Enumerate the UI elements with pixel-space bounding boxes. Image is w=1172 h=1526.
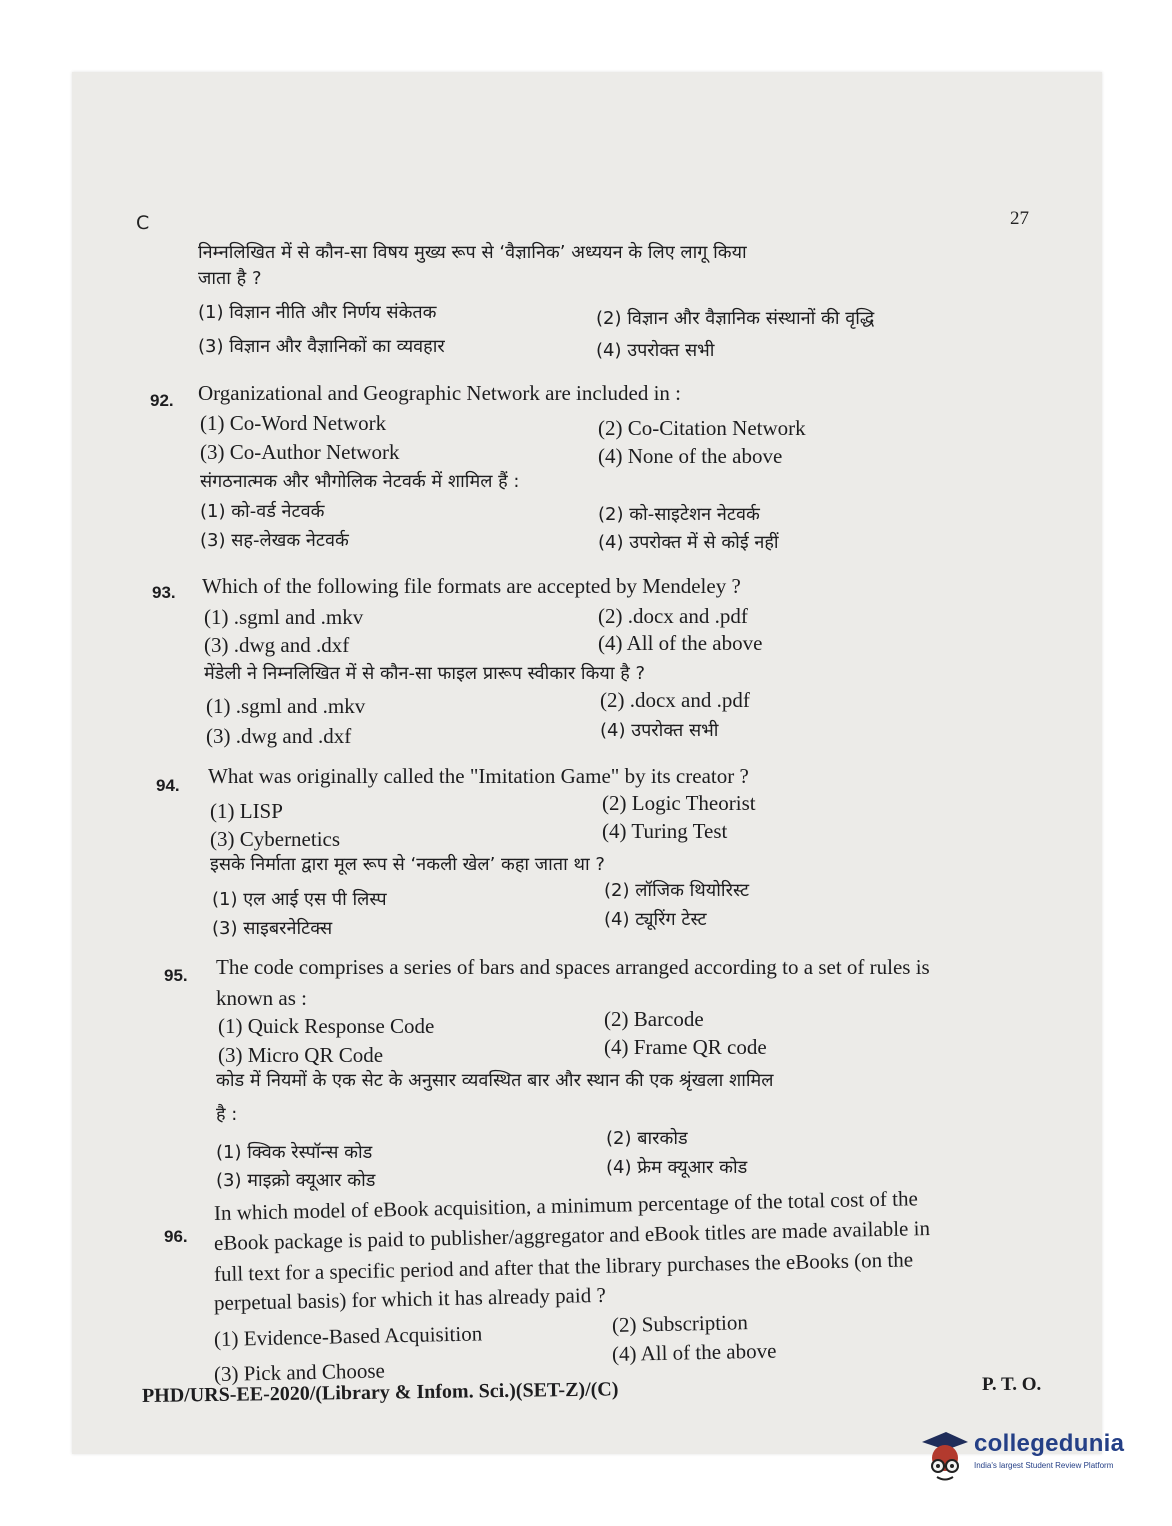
option: (2) को-साइटेशन नेटवर्क — [598, 504, 760, 525]
brand-name: collegedunia — [974, 1430, 1125, 1457]
option: (3) .dwg and .dxf — [206, 724, 352, 748]
student-mascot-icon — [918, 1428, 972, 1484]
option: (1) Evidence-Based Acquisition — [213, 1321, 483, 1351]
option: (3) सह-लेखक नेटवर्क — [200, 530, 349, 551]
option: (1) Quick Response Code — [218, 1014, 435, 1038]
option: (4) All of the above — [611, 1338, 777, 1366]
option: (4) Frame QR code — [604, 1035, 767, 1059]
option: (3) .dwg and .dxf — [204, 633, 350, 657]
question-text: The code comprises a series of bars and spaces arranged according to a set of rules is — [216, 955, 930, 979]
option: (1) विज्ञान नीति और निर्णय संकेतक — [198, 302, 437, 323]
intro-question-line: निम्नलिखित में से कौन-सा विषय मुख्य रूप से ‘वैज्ञानिक’ अध्ययन के लिए लागू किया — [198, 242, 747, 263]
option: (3) Cybernetics — [210, 827, 341, 851]
option: (4) उपरोक्त में से कोई नहीं — [598, 532, 779, 553]
option: (1) को-वर्ड नेटवर्क — [200, 501, 325, 522]
option: (3) माइक्रो क्यूआर कोड — [216, 1170, 376, 1191]
question-text: perpetual basis) for which it has already paid ? — [213, 1282, 607, 1315]
option: (2) Co-Citation Network — [598, 416, 806, 440]
option: (1) क्विक रेस्पॉन्स कोड — [216, 1142, 373, 1163]
question-text: Which of the following file formats are accepted by Mendeley ? — [202, 574, 741, 598]
option: (2) बारकोड — [606, 1128, 688, 1149]
option: (4) उपरोक्त सभी — [600, 720, 719, 741]
option: (3) साइबरनेटिक्स — [212, 918, 333, 939]
option: (2) विज्ञान और वैज्ञानिक संस्थानों की वृद्धि — [596, 308, 875, 329]
question-text-hindi: इसके निर्माता द्वारा मूल रूप से ‘नकली खेल’ कहा जाता था ? — [210, 854, 605, 875]
option: (1) .sgml and .mkv — [204, 605, 364, 629]
option: (1) .sgml and .mkv — [206, 694, 366, 718]
option: (1) एल आई एस पी लिस्प — [212, 889, 387, 910]
intro-question-line: जाता है ? — [198, 268, 262, 289]
option: (2) Subscription — [611, 1310, 749, 1337]
option: (3) विज्ञान और वैज्ञानिकों का व्यवहार — [198, 336, 445, 357]
pto-label: P. T. O. — [982, 1374, 1042, 1395]
question-number: 94. — [156, 776, 180, 795]
collegedunia-logo — [918, 1428, 1138, 1488]
paper-code: PHD/URS-EE-2020/(Library & Infom. Sci.)(SET-Z)/(C) — [141, 1378, 619, 1407]
option: (2) .docx and .pdf — [598, 604, 748, 628]
question-number: 95. — [164, 966, 188, 985]
option: (2) लॉजिक थियोरिस्ट — [604, 880, 750, 901]
option: (2) .docx and .pdf — [600, 688, 750, 712]
question-text-hindi: मेंडेली ने निम्नलिखित में से कौन-सा फाइल प्रारूप स्वीकार किया है ? — [204, 663, 646, 684]
option: (2) Logic Theorist — [602, 791, 756, 815]
option: (4) None of the above — [598, 444, 783, 468]
option: (4) उपरोक्त सभी — [596, 340, 715, 361]
option: (1) Co-Word Network — [200, 411, 387, 435]
question-text: known as : — [216, 986, 307, 1010]
question-text: eBook package is paid to publisher/aggregator and eBook titles are made available in — [213, 1216, 931, 1255]
question-number: 92. — [150, 391, 174, 410]
question-text: In which model of eBook acquisition, a minimum percentage of the total cost of the — [213, 1186, 918, 1225]
question-number: 96. — [164, 1227, 188, 1246]
option: (3) Pick and Choose — [213, 1358, 386, 1386]
option: (1) LISP — [210, 799, 283, 823]
question-text-hindi: संगठनात्मक और भौगोलिक नेटवर्क में शामिल हैं : — [200, 471, 520, 492]
question-text: What was originally called the "Imitation Game" by its creator ? — [208, 764, 749, 788]
option: (3) Micro QR Code — [218, 1043, 384, 1067]
option: (3) Co-Author Network — [200, 440, 400, 464]
option: (4) All of the above — [598, 631, 763, 655]
question-text-hindi: कोड में नियमों के एक सेट के अनुसार व्यवस्थित बार और स्थान की एक श्रृंखला शामिल — [216, 1070, 774, 1091]
question-text-hindi: है : — [216, 1104, 238, 1125]
question-text: full text for a specific period and after that the library purchases the eBooks (on the — [213, 1247, 914, 1286]
option: (4) Turing Test — [602, 819, 728, 843]
option: (4) ट्यूरिंग टेस्ट — [604, 909, 707, 930]
question-text: Organizational and Geographic Network are included in : — [198, 381, 682, 405]
page-number: 27 — [1010, 208, 1029, 229]
set-code: C — [136, 212, 150, 234]
question-number: 93. — [152, 583, 176, 602]
option: (4) फ्रेम क्यूआर कोड — [606, 1157, 748, 1178]
option: (2) Barcode — [604, 1007, 704, 1031]
brand-tagline: India's largest Student Review Platform — [974, 1461, 1114, 1470]
